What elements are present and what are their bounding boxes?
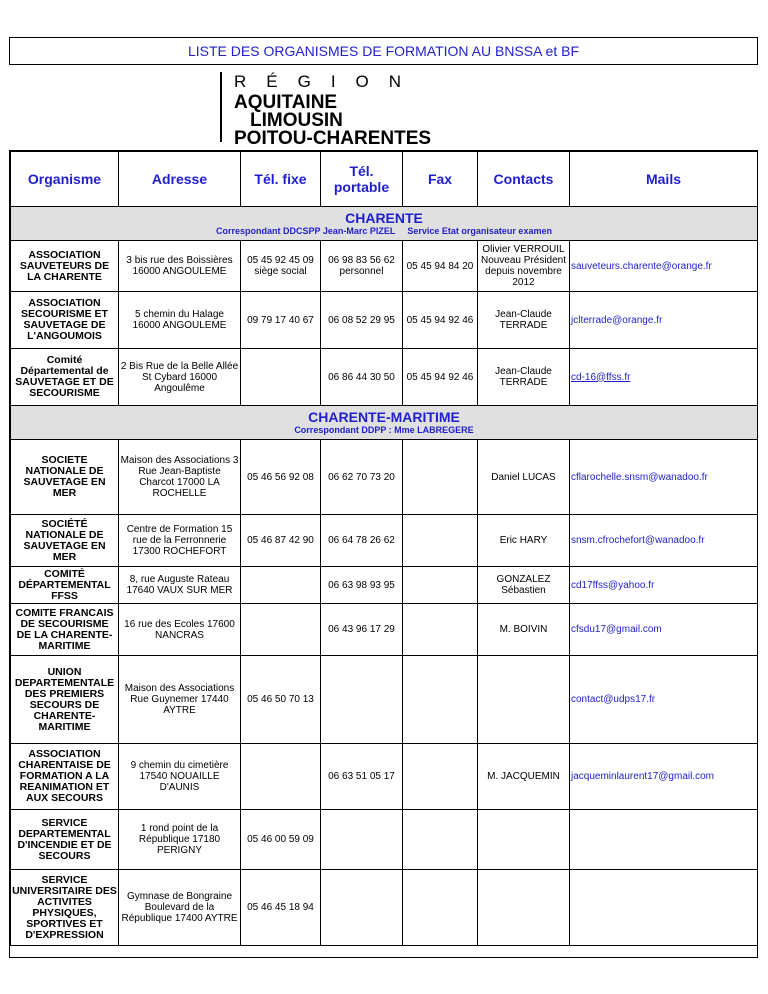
cell-organisme: COMITÉ DÉPARTEMENTAL FFSS: [11, 567, 119, 604]
header-contacts: Contacts: [478, 152, 570, 207]
table-row: [11, 567, 758, 604]
cell-adresse: 16 rue des Ecoles 17600 NANCRAS: [119, 604, 241, 656]
section-correspondent: Correspondant DDPP : Mme LABREGERE: [294, 425, 474, 435]
section-name: CHARENTE-MARITIME: [308, 409, 460, 425]
cell-fax: [403, 567, 478, 604]
cell-mail: [570, 744, 758, 810]
cell-contacts: [478, 870, 570, 946]
section-subtitle: [294, 425, 473, 435]
cell-contacts: Olivier VERROUIL Nouveau Président depuis novembre 2012: [478, 241, 570, 292]
mail-link[interactable]: snsm.cfrochefort@wanadoo.fr: [571, 535, 705, 546]
mail-link[interactable]: jacqueminlaurent17@gmail.com: [571, 771, 714, 782]
cell-mail: [570, 656, 758, 744]
header-tel-fixe: Tél. fixe: [241, 152, 321, 207]
cell-mail: [570, 870, 758, 946]
cell-mail: [570, 241, 758, 292]
cell-fax: [403, 744, 478, 810]
cell-mail: [570, 349, 758, 406]
logo-line-3: POITOU-CHARENTES: [234, 128, 432, 149]
cell-organisme: SOCIETE NATIONALE DE SAUVETAGE EN MER: [11, 440, 119, 515]
cell-tel-fixe: 05 46 45 18 94: [241, 870, 321, 946]
section-subtitle: [216, 226, 552, 236]
cell-fax: 05 45 94 92 46: [403, 292, 478, 349]
cell-tel-portable: 06 63 98 93 95: [321, 567, 403, 604]
cell-contacts: [478, 656, 570, 744]
cell-mail: [570, 292, 758, 349]
cell-mail: [570, 604, 758, 656]
cell-organisme: SERVICE UNIVERSITAIRE DES ACTIVITES PHYSIQUES, SPORTIVES ET D'EXPRESSION: [11, 870, 119, 946]
cell-tel-fixe: [241, 567, 321, 604]
table-row: [11, 241, 758, 292]
organisms-table-frame: [9, 150, 758, 958]
logo-line-1: AQUITAINE: [234, 92, 338, 113]
header-fax: Fax: [403, 152, 478, 207]
cell-adresse: 3 bis rue des Boissières 16000 ANGOULEME: [119, 241, 241, 292]
cell-fax: 05 45 94 92 46: [403, 349, 478, 406]
table-row: [11, 349, 758, 406]
header-row: [11, 152, 758, 207]
cell-contacts: M. BOIVIN: [478, 604, 570, 656]
cell-adresse: Maison des Associations Rue Guynemer 17440 AYTRE: [119, 656, 241, 744]
cell-tel-fixe: [241, 744, 321, 810]
table-row: [11, 656, 758, 744]
section-header: [11, 207, 758, 241]
cell-organisme: SOCIÉTÉ NATIONALE DE SAUVETAGE EN MER: [11, 515, 119, 567]
cell-organisme: Comité Départemental de SAUVETAGE ET DE SECOURISME: [11, 349, 119, 406]
cell-tel-portable: [321, 810, 403, 870]
cell-tel-portable: 06 43 96 17 29: [321, 604, 403, 656]
cell-adresse: 2 Bis Rue de la Belle Allée St Cybard 16000 Angoulême: [119, 349, 241, 406]
region-logo: [220, 72, 500, 150]
cell-fax: [403, 656, 478, 744]
cell-fax: [403, 440, 478, 515]
cell-organisme: UNION DEPARTEMENTALE DES PREMIERS SECOURS DE CHARENTE-MARITIME: [11, 656, 119, 744]
cell-tel-fixe: 05 45 92 45 09 siège social: [241, 241, 321, 292]
header-adresse: Adresse: [119, 152, 241, 207]
mail-link[interactable]: cd-16@ffss.fr: [571, 371, 631, 383]
cell-contacts: [478, 810, 570, 870]
table-row: [11, 440, 758, 515]
header-organisme: Organisme: [11, 152, 119, 207]
section-name: CHARENTE: [345, 210, 423, 226]
section-service: Service Etat organisateur examen: [407, 226, 552, 236]
cell-mail: [570, 810, 758, 870]
mail-link[interactable]: contact@udps17.fr: [571, 694, 656, 705]
cell-tel-portable: 06 62 70 73 20: [321, 440, 403, 515]
mail-link[interactable]: sauveteurs.charente@orange.fr: [571, 260, 712, 272]
header-tel-portable: Tél. portable: [321, 152, 403, 207]
cell-tel-portable: 06 08 52 29 95: [321, 292, 403, 349]
page-title: LISTE DES ORGANISMES DE FORMATION AU BNSSA et BF: [187, 43, 580, 59]
table-row: [11, 515, 758, 567]
cell-tel-fixe: [241, 604, 321, 656]
cell-adresse: Gymnase de Bongraine Boulevard de la République 17400 AYTRE: [119, 870, 241, 946]
cell-contacts: Daniel LUCAS: [478, 440, 570, 515]
cell-fax: [403, 515, 478, 567]
cell-contacts: GONZALEZ Sébastien: [478, 567, 570, 604]
logo-bar: [220, 72, 222, 142]
mail-link[interactable]: cfsdu17@gmail.com: [571, 624, 662, 635]
mail-link[interactable]: cflarochelle.snsm@wanadoo.fr: [571, 471, 708, 483]
cell-organisme: ASSOCIATION SAUVETEURS DE LA CHARENTE: [11, 241, 119, 292]
cell-tel-portable: [321, 656, 403, 744]
cell-adresse: 9 chemin du cimetière 17540 NOUAILLE D'AUNIS: [119, 744, 241, 810]
cell-tel-fixe: 05 46 87 42 90: [241, 515, 321, 567]
cell-adresse: 8, rue Auguste Rateau 17640 VAUX SUR MER: [119, 567, 241, 604]
cell-mail: [570, 515, 758, 567]
cell-adresse: 5 chemin du Halage 16000 ANGOULEME: [119, 292, 241, 349]
cell-contacts: Jean-Claude TERRADE: [478, 349, 570, 406]
cell-tel-fixe: 05 46 00 59 09: [241, 810, 321, 870]
cell-contacts: Eric HARY: [478, 515, 570, 567]
header-mails: Mails: [570, 152, 758, 207]
table-row: [11, 810, 758, 870]
section-row: [11, 207, 758, 241]
cell-adresse: Centre de Formation 15 rue de la Ferronnerie 17300 ROCHEFORT: [119, 515, 241, 567]
cell-fax: [403, 604, 478, 656]
cell-fax: [403, 810, 478, 870]
section-correspondent: Correspondant DDCSPP Jean-Marc PIZEL: [216, 226, 396, 236]
table-row: [11, 604, 758, 656]
cell-tel-fixe: 05 46 56 92 08: [241, 440, 321, 515]
cell-contacts: M. JACQUEMIN: [478, 744, 570, 810]
organisms-table: [10, 151, 758, 946]
cell-fax: 05 45 94 84 20: [403, 241, 478, 292]
cell-organisme: COMITE FRANCAIS DE SECOURISME DE LA CHARENTE-MARITIME: [11, 604, 119, 656]
cell-tel-portable: 06 86 44 30 50: [321, 349, 403, 406]
cell-tel-portable: 06 98 83 56 62 personnel: [321, 241, 403, 292]
cell-organisme: ASSOCIATION CHARENTAISE DE FORMATION A LA REANIMATION ET AUX SECOURS: [11, 744, 119, 810]
table-row: [11, 292, 758, 349]
logo-line-2: LIMOUSIN: [250, 110, 343, 131]
cell-organisme: SERVICE DEPARTEMENTAL D'INCENDIE ET DE SECOURS: [11, 810, 119, 870]
table-row: [11, 870, 758, 946]
logo-region: RÉGION: [234, 72, 422, 91]
cell-adresse: Maison des Associations 3 Rue Jean-Baptiste Charcot 17000 LA ROCHELLE: [119, 440, 241, 515]
cell-contacts: Jean-Claude TERRADE: [478, 292, 570, 349]
cell-tel-portable: 06 64 78 26 62: [321, 515, 403, 567]
cell-mail: [570, 440, 758, 515]
cell-organisme: ASSOCIATION SECOURISME ET SAUVETAGE DE L'ANGOUMOIS: [11, 292, 119, 349]
cell-mail: [570, 567, 758, 604]
mail-link[interactable]: jclterrade@orange.fr: [571, 314, 663, 326]
table-row: [11, 744, 758, 810]
cell-tel-fixe: [241, 349, 321, 406]
section-row: [11, 406, 758, 440]
cell-tel-fixe: 05 46 50 70 13: [241, 656, 321, 744]
cell-fax: [403, 870, 478, 946]
cell-tel-portable: 06 63 51 05 17: [321, 744, 403, 810]
page-title-box: [9, 37, 758, 65]
section-header: [11, 406, 758, 440]
mail-link[interactable]: cd17ffss@yahoo.fr: [571, 579, 655, 591]
cell-adresse: 1 rond point de la République 17180 PERIGNY: [119, 810, 241, 870]
cell-tel-portable: [321, 870, 403, 946]
cell-tel-fixe: 09 79 17 40 67: [241, 292, 321, 349]
